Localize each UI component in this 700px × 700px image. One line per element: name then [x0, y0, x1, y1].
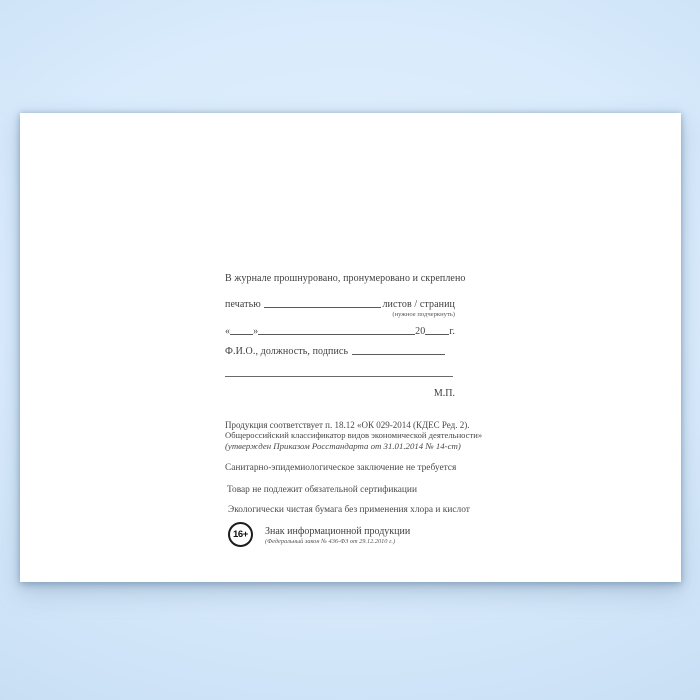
binding-statement: В журнале прошнуровано, пронумеровано и скреплено	[225, 273, 466, 284]
close-quote: »	[253, 326, 259, 337]
sheets-pages-label: листов / страниц	[382, 299, 455, 310]
age-mark-law-note: (Федеральный закон № 436-ФЗ от 29.12.2010 г.)	[265, 537, 396, 545]
day-fill-line	[230, 334, 253, 335]
compliance-paragraph	[225, 420, 482, 451]
seal-row	[225, 299, 455, 310]
year-prefix: 20	[415, 326, 426, 337]
compliance-line-2: Общероссийский классификатор видов экономической деятельности»	[225, 430, 483, 441]
statement-sanitary: Санитарно-эпидемиологическое заключение не требуется	[225, 463, 457, 473]
statement-certification: Товар не подлежит обязательной сертификации	[227, 485, 417, 495]
statement-eco-paper: Экологически чистая бумага без применения хлора и кислот	[228, 505, 470, 515]
year-suffix: г.	[449, 326, 455, 337]
signature-line	[225, 376, 453, 377]
fio-fill-line	[352, 354, 445, 355]
age-mark-label: Знак информационной продукции	[265, 526, 411, 537]
open-quote: «	[225, 326, 231, 337]
text-block	[225, 113, 483, 582]
fio-label: Ф.И.О., должность, подпись	[225, 346, 349, 357]
age-16-badge-icon: 16+	[228, 522, 253, 547]
year-fill-line	[425, 334, 449, 335]
month-fill-line	[258, 334, 415, 335]
journal-back-cover	[20, 113, 681, 582]
date-row	[225, 326, 455, 337]
fio-row	[225, 346, 445, 357]
seal-fill-line	[264, 307, 382, 308]
compliance-line-1: Продукция соответствует п. 18.12 «ОК 029-2014 (КДЕС Ред. 2).	[225, 420, 470, 430]
seal-abbr: М.П.	[433, 388, 455, 399]
age-mark-block	[265, 526, 410, 545]
seal-label: печатью	[225, 299, 261, 310]
underline-note: (нужное подчеркнуть)	[392, 311, 455, 318]
compliance-line-3: (утвержден Приказом Росстандарта от 31.01.2014 № 14-ст)	[225, 440, 461, 451]
